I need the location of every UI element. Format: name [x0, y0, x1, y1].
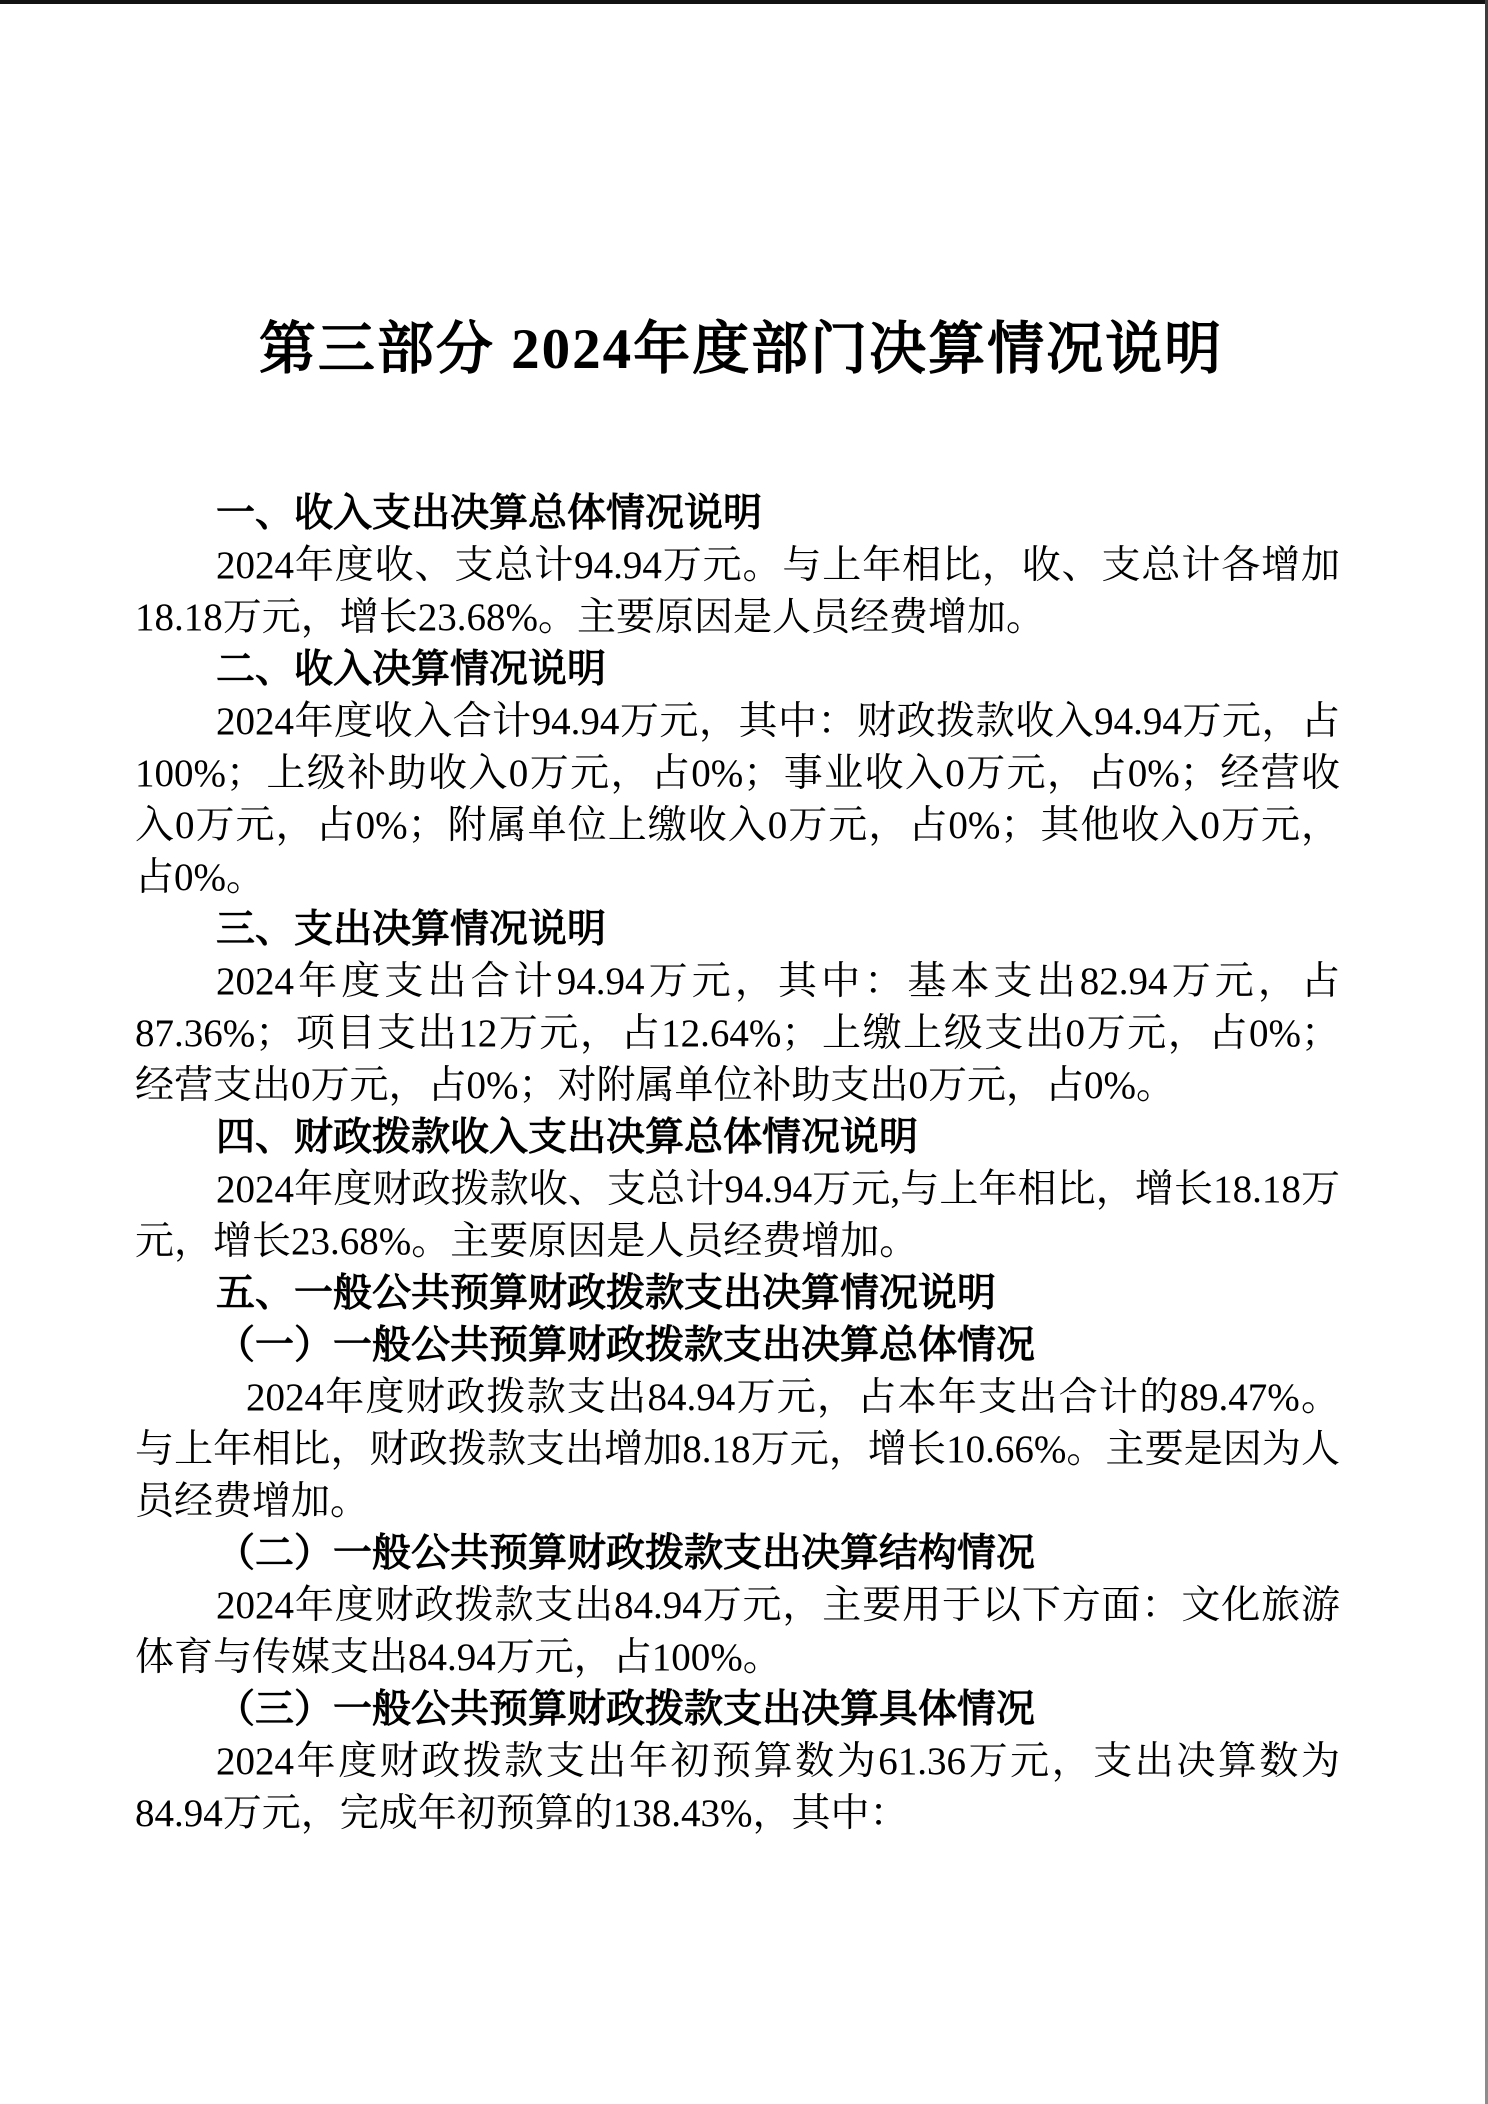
section-income-expenditure-overview — [135, 488, 1340, 644]
subsection-heading: （二）一般公共预算财政拨款支出决算结构情况 — [216, 1532, 1036, 1575]
section-paragraph: 2024年度支出合计94.94万元，其中：基本支出82.94万元，占87.36%；项目支出12万元，占12.64%；上缴上级支出0万元，占0%；经营支出0万元，占0%；对附属单位补助支出0万元，占0%。 — [135, 960, 1340, 1107]
section-heading: 二、收入决算情况说明 — [216, 648, 607, 691]
section-paragraph: 2024年度财政拨款收、支总计94.94万元,与上年相比，增长18.18万元，增长23.68%。主要原因是人员经费增加。 — [135, 1168, 1340, 1263]
section-general-public-budget-heading — [135, 1268, 1340, 1320]
section-heading: 四、财政拨款收入支出决算总体情况说明 — [216, 1116, 919, 1159]
section-heading: 三、支出决算情况说明 — [216, 908, 607, 951]
section-fiscal-appropriation-overview — [135, 1112, 1340, 1268]
document-title: 第三部分 2024年度部门决算情况说明 — [258, 318, 1224, 381]
section-heading: 一、收入支出决算总体情况说明 — [216, 492, 763, 535]
subsection-paragraph: 2024年度财政拨款支出年初预算数为61.36万元，支出决算数为84.94万元，完成年初预算的138.43%，其中： — [135, 1740, 1340, 1835]
section-paragraph: 2024年度收入合计94.94万元，其中：财政拨款收入94.94万元，占100%；上级补助收入0万元，占0%；事业收入0万元，占0%；经营收入0万元，占0%；附属单位上缴收入0万元，占0%；其他收入0万元，占0%。 — [135, 700, 1340, 899]
section-heading: 五、一般公共预算财政拨款支出决算情况说明 — [216, 1272, 997, 1315]
subsection-heading: （一）一般公共预算财政拨款支出决算总体情况 — [216, 1324, 1036, 1367]
subsection-overall-situation — [135, 1320, 1340, 1528]
scan-top-edge — [0, 0, 1488, 4]
subsection-heading: （三）一般公共预算财政拨款支出决算具体情况 — [216, 1688, 1036, 1731]
document-body — [135, 488, 1340, 1840]
section-income-final-accounts — [135, 644, 1340, 904]
subsection-paragraph: 2024年度财政拨款支出84.94万元，主要用于以下方面：文化旅游体育与传媒支出84.94万元，占100%。 — [135, 1584, 1340, 1679]
subsection-structure-situation — [135, 1528, 1340, 1684]
section-expenditure-final-accounts — [135, 904, 1340, 1112]
subsection-paragraph: 2024年度财政拨款支出84.94万元，占本年支出合计的89.47%。与上年相比，财政拨款支出增加8.18万元，增长10.66%。主要是因为人员经费增加。 — [135, 1376, 1340, 1523]
subsection-specific-situation — [135, 1684, 1340, 1840]
section-paragraph: 2024年度收、支总计94.94万元。与上年相比，收、支总计各增加18.18万元，增长23.68%。主要原因是人员经费增加。 — [135, 544, 1340, 639]
